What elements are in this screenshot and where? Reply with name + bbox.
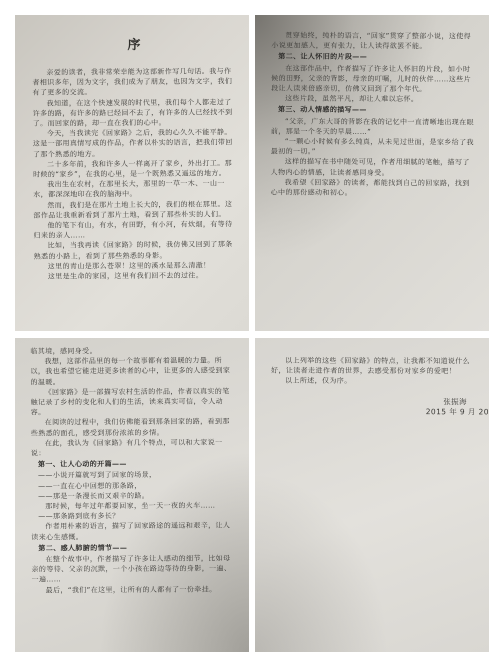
paragraph: 在这部作品中，作者描写了许多让人怀旧的片段，如小时候的田野，父亲的背影，母亲的叮嘱，儿时的伙伴……这些片段让人读来倍感亲切，仿佛又回到了那个年代。 bbox=[271, 64, 472, 94]
paragraph: 这里是生命的家园，这里有我们回不去的过往。 bbox=[47, 271, 204, 281]
paragraph: 那时候，每年过年都要回家，坐一天一夜的火车…… bbox=[45, 501, 216, 511]
paragraph: 在阅读的过程中，我们仿佛能看到那条回家的路，看到那些熟悉的面孔，感受到那份浓浓的乡情。 bbox=[30, 417, 230, 438]
section-heading: 第一、让人心动的开篇—— bbox=[37, 460, 127, 469]
paragraph: 我知道，在这个快速发展的时代里，我们每个人都走过了许多的路，有许多的路已经回不去了，有许多的人已经找不到了。而回家的路，却一直在我们的心中。 bbox=[32, 97, 233, 128]
paragraph: 在此，我认为《回家路》有几个特点，可以和大家说一说： bbox=[30, 438, 223, 458]
paragraph: 在整个故事中，作者描写了许多让人感动的细节，比如母亲的等待、父亲的沉默，一个小孩在路边等待的身影，一遍、一遍…… bbox=[31, 554, 232, 585]
paragraph: 临其境，感同身受。 bbox=[30, 347, 98, 356]
paragraph: 以上所述，仅为序。 bbox=[285, 377, 352, 386]
paragraph: 我希望《回家路》的读者，都能找到自己的回家路，找到心中的那份感动和初心。 bbox=[270, 178, 470, 197]
paragraph: 我想，这部作品里的每一个故事都有着温暖的力量。所以，我也希望它能走进更多读者的心中，让更多的人感受到家的温暖。 bbox=[30, 356, 231, 387]
date-line: 2015 年 9 月 20 bbox=[425, 406, 489, 417]
page-text bbox=[30, 345, 235, 595]
paragraph: 这里的青山是那么苍翠！这里的溪水是那么清澈！ bbox=[47, 261, 211, 271]
section-heading: 第二、感人肺腑的情节—— bbox=[38, 543, 128, 553]
paragraph: 今天，当我读完《回家路》之后，我的心久久不能平静。这是一部用真情写成的作品，作者以朴实的语言，把我们带回了那个熟悉的地方。 bbox=[32, 128, 233, 159]
paragraph: 最后，“我们”在这里，让所有的人都有了一份牵挂。 bbox=[45, 585, 217, 595]
book-page-photo-bottom-left bbox=[15, 338, 249, 652]
paragraph: 这样的描写在书中随处可见，作者用细腻的笔触，描写了人物内心的情感，让读者感同身受。 bbox=[270, 157, 470, 177]
book-page-photo-top-right bbox=[255, 15, 489, 331]
paragraph: 贯穿始终，纯朴的语言，“回家”贯穿了整部小说，这使得小说更加感人，更有张力，让人读得欲罢不能。 bbox=[271, 31, 472, 51]
page-text bbox=[32, 34, 238, 282]
paragraph: 这些片段，虽然平凡，却让人难以忘怀。 bbox=[285, 94, 419, 104]
list-item: ——那条路到底有多长？ bbox=[38, 512, 120, 521]
quote-paragraph: “一颗心小时候有多么纯真，从未见过世面，是家乡给了我最初的一切。” bbox=[270, 137, 474, 156]
section-heading: 第二、让人怀旧的片段—— bbox=[278, 52, 368, 62]
book-page-photo-top-left bbox=[15, 15, 249, 331]
paragraph: 我出生在农村，在那里长大，那里的一草一木、一山一水，都深深地印在我的脑海中。 bbox=[33, 179, 225, 200]
paragraph: 比如，当我再读《回家路》的时候，我仿佛又回到了那条熟悉的小路上，看到了那些熟悉的身影。 bbox=[33, 240, 233, 261]
quote-paragraph: “父亲，广东大哥的背影在我的记忆中一直清晰地出现在眼前，那是一个冬天的早晨……” bbox=[270, 117, 475, 136]
paragraph: 二十多年前，我和许多人一样离开了家乡，外出打工。那时候的“家乡”，在我的心里，是一个既熟悉又遥远的地方。 bbox=[33, 159, 233, 179]
list-item: ——一直在心中回想的那条路， bbox=[38, 481, 142, 491]
paragraph: 作者用朴素的语言，描写了回家路途的遥远和艰辛，让人读来心生感慨。 bbox=[31, 521, 231, 542]
page-title: 序 bbox=[127, 37, 141, 54]
paragraph: 然而，我们是在那片土地上长大的，我们的根在那里。这部作品让我重新看到了那片土地，看到了那些朴实的人们。 bbox=[33, 199, 233, 220]
section-heading: 第三、动人情感的描写—— bbox=[278, 105, 367, 115]
page-text bbox=[271, 356, 489, 418]
paragraph: 以上列举的这些《回家路》的特点，让我都不知道说什么好，让读者走进作者的世界，去感受那份对家乡的爱吧！ bbox=[271, 356, 471, 376]
list-item: ——小说开篇就写到了回家的场景， bbox=[38, 471, 157, 480]
page-text bbox=[271, 30, 476, 198]
paragraph: 《回家路》是一部描写农村生活的作品，作者以真实的笔触记录了乡村的变化和人们的生活，读来真实可信，令人动容。 bbox=[30, 387, 230, 417]
paragraph: 他的笔下有山，有水，有田野，有小河，有炊烟，有等待归来的亲人…… bbox=[33, 220, 233, 240]
paragraph: 亲爱的读者，我非常荣幸能为这部新作写几句话。我与作者相识多年，因为文字，我们成为了朋友，也因为文字，我们有了更多的交流。 bbox=[32, 67, 233, 98]
list-item: ——那是一条漫长而又艰辛的路。 bbox=[38, 491, 150, 501]
book-page-photo-bottom-right bbox=[255, 338, 489, 652]
author-signature: 张振海 bbox=[443, 396, 467, 406]
